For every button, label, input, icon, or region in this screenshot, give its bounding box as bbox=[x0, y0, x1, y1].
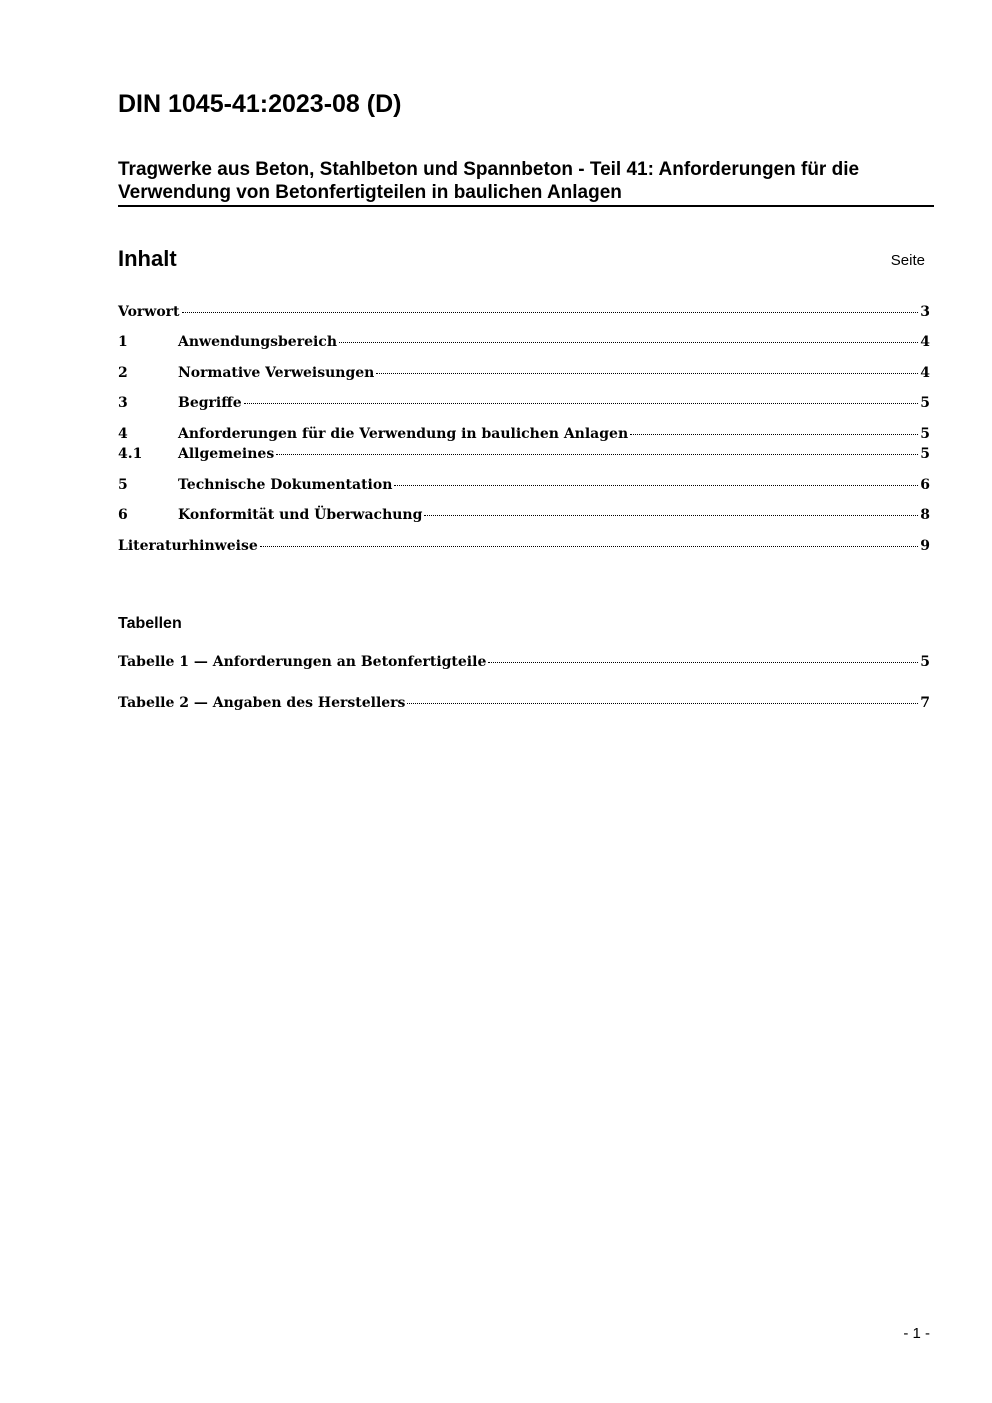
table-entry-page: 7 bbox=[920, 695, 930, 711]
toc-entry-label: Literaturhinweise bbox=[118, 538, 258, 554]
toc-entry-2[interactable] bbox=[118, 364, 930, 382]
toc-leader bbox=[182, 312, 919, 313]
toc-leader bbox=[276, 454, 918, 455]
toc-entry-page: 6 bbox=[920, 477, 930, 493]
table-entry-2[interactable] bbox=[118, 694, 930, 712]
toc-entry-number: 5 bbox=[118, 477, 128, 493]
toc-entry-4-1[interactable] bbox=[118, 445, 930, 463]
toc-entry-6[interactable] bbox=[118, 506, 930, 524]
toc-entry-page: 4 bbox=[920, 365, 930, 381]
toc-entry-number: 4 bbox=[118, 426, 128, 442]
table-entry-label: Tabelle 1 — Anforderungen an Betonfertigteile bbox=[118, 654, 487, 670]
toc-entry-number: 2 bbox=[118, 365, 128, 381]
toc-entry-page: 4 bbox=[920, 334, 930, 350]
toc-leader bbox=[394, 485, 918, 486]
toc-entry-number: 3 bbox=[118, 395, 128, 411]
toc-entry-label: Technische Dokumentation bbox=[178, 477, 393, 493]
toc-page-column-header: Seite bbox=[890, 252, 925, 269]
table-entry-label: Tabelle 2 — Angaben des Herstellers bbox=[118, 695, 406, 711]
toc-entry-label: Begriffe bbox=[178, 395, 242, 411]
toc-entry-5[interactable] bbox=[118, 476, 930, 494]
toc-entry-page: 8 bbox=[920, 507, 930, 523]
toc-entry-3[interactable] bbox=[118, 394, 930, 412]
toc-entry-literaturhinweise[interactable] bbox=[118, 537, 930, 555]
toc-leader bbox=[339, 342, 918, 343]
toc-leader bbox=[424, 515, 918, 516]
toc-entry-page: 3 bbox=[920, 304, 930, 320]
toc-entry-page: 5 bbox=[920, 446, 930, 462]
toc-entry-label: Anwendungsbereich bbox=[178, 334, 337, 350]
toc-leader bbox=[488, 662, 918, 663]
toc-entry-page: 9 bbox=[920, 538, 930, 554]
toc-entry-label: Konformität und Überwachung bbox=[178, 507, 423, 523]
document-id: DIN 1045-41:2023-08 (D) bbox=[118, 90, 402, 118]
toc-entry-label: Normative Verweisungen bbox=[178, 365, 375, 381]
toc-entry-number: 1 bbox=[118, 334, 128, 350]
table-entry-1[interactable] bbox=[118, 653, 930, 671]
toc-entry-vorwort[interactable] bbox=[118, 303, 930, 321]
toc-entry-1[interactable] bbox=[118, 333, 930, 351]
toc-entry-page: 5 bbox=[920, 395, 930, 411]
toc-entry-4[interactable] bbox=[118, 425, 930, 443]
table-entry-page: 5 bbox=[920, 654, 930, 670]
document-title: Tragwerke aus Beton, Stahlbeton und Spannbeton - Teil 41: Anforderungen für die Verwendung von Betonfertigteilen in baulichen Anlagen bbox=[118, 158, 934, 207]
toc-heading: Inhalt bbox=[118, 246, 177, 271]
page-number: - 1 - bbox=[903, 1325, 930, 1342]
toc-entry-label: Anforderungen für die Verwendung in baulichen Anlagen bbox=[178, 426, 629, 442]
toc-entry-label: Allgemeines bbox=[178, 446, 275, 462]
toc-leader bbox=[407, 703, 918, 704]
toc-entry-label: Vorwort bbox=[118, 304, 180, 320]
toc-leader bbox=[376, 373, 918, 374]
toc-entry-page: 5 bbox=[920, 426, 930, 442]
toc-leader bbox=[630, 434, 918, 435]
toc-entry-number: 6 bbox=[118, 507, 128, 523]
toc-leader bbox=[260, 546, 919, 547]
toc-leader bbox=[244, 403, 919, 404]
toc-entry-number: 4.1 bbox=[118, 446, 143, 462]
tables-heading: Tabellen bbox=[118, 615, 182, 632]
